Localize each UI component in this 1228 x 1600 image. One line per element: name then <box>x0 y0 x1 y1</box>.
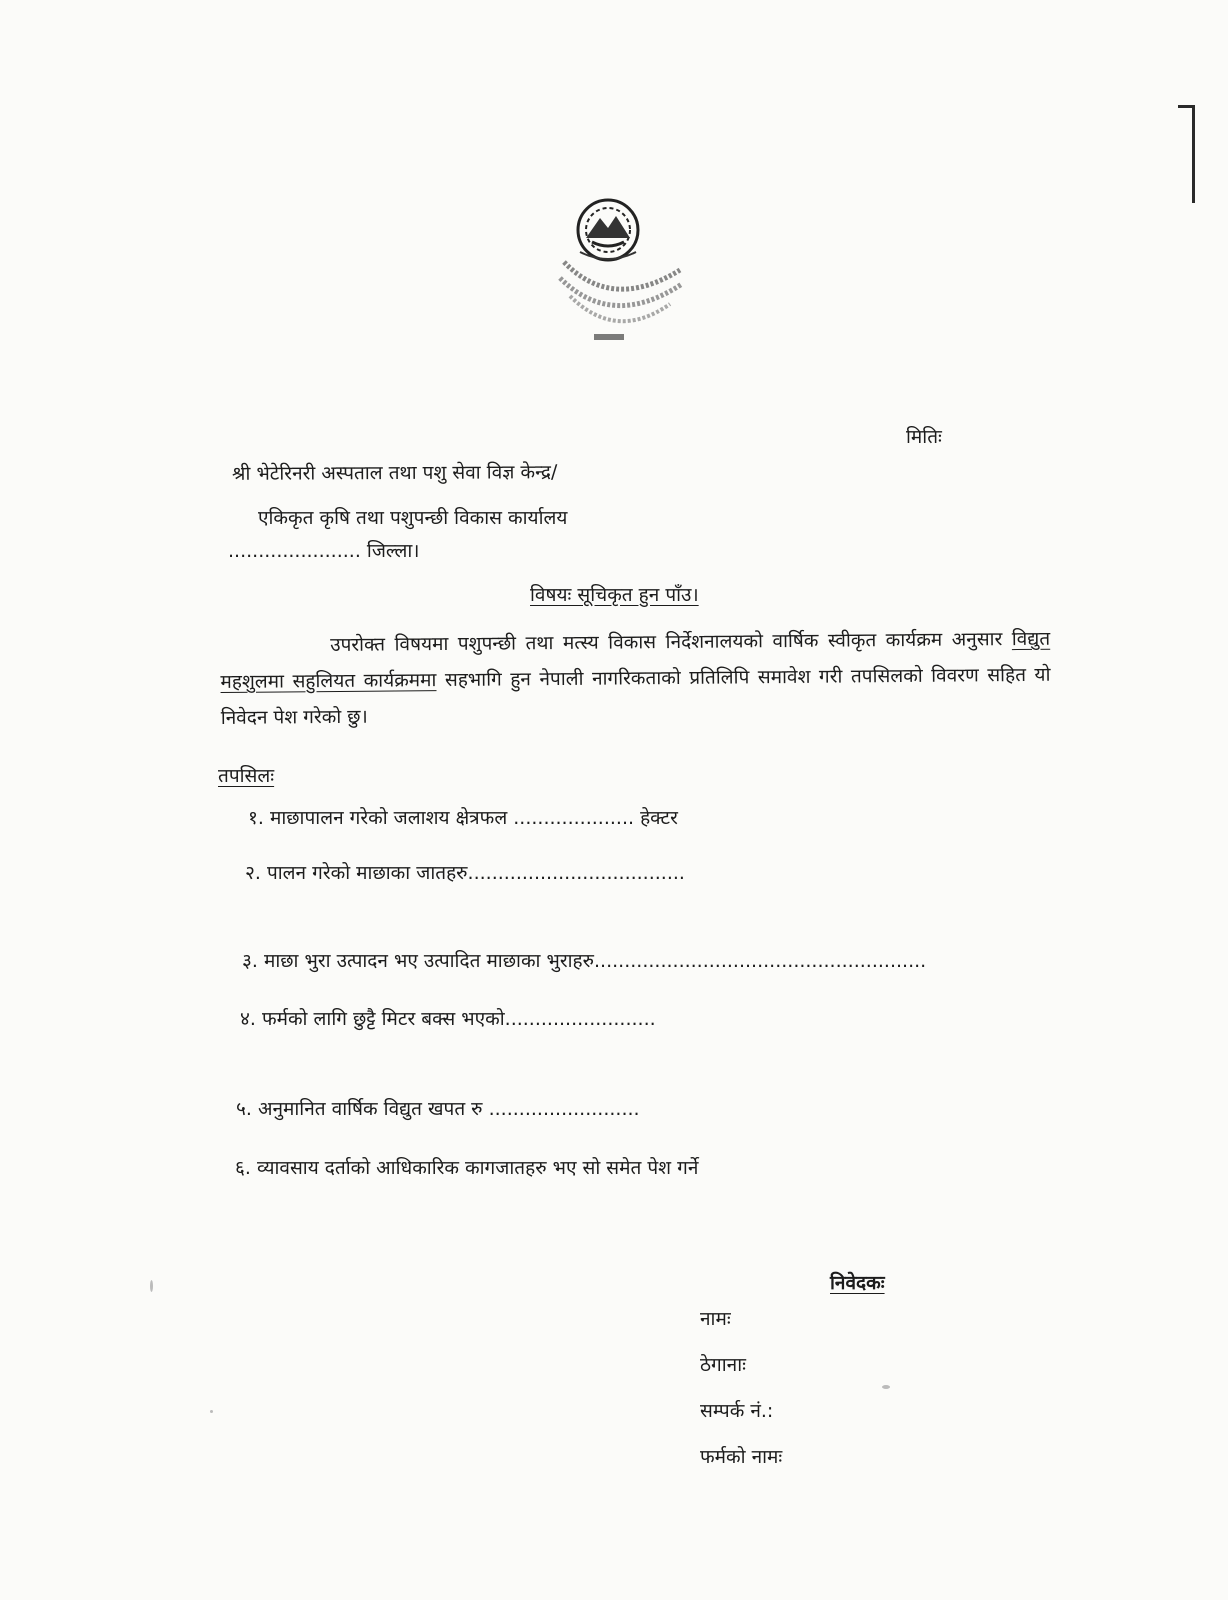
government-seal-icon <box>520 192 706 352</box>
scan-speck <box>882 1385 890 1389</box>
addressee-line-3: ...................... जिल्ला। <box>228 540 420 562</box>
applicant-heading: निवेदकः <box>830 1272 885 1294</box>
applicant-contact-label: सम्पर्क नं.: <box>700 1400 774 1422</box>
date-label: मितिः <box>906 426 942 448</box>
subject-line: विषयः सूचिकृत हुन पाँउ। <box>530 584 699 606</box>
body-paragraph <box>220 621 1051 736</box>
schedule-item-5: ५. अनुमानित वार्षिक विद्युत खपत रु ......................... <box>236 1098 640 1120</box>
scan-speck <box>210 1410 213 1413</box>
addressee-line-2: एकिकृत कृषि तथा पशुपन्छी विकास कार्यालय <box>258 507 568 529</box>
applicant-address-label: ठेगानाः <box>700 1354 746 1376</box>
applicant-farm-label: फर्मको नामः <box>700 1446 783 1468</box>
scan-speck <box>150 1280 153 1292</box>
body-underlined-program: विद्युत महशुलमा सहुलियत कार्यक्रममा <box>220 627 1051 693</box>
schedule-item-1: १. माछापालन गरेको जलाशय क्षेत्रफल .................... हेक्टर <box>248 807 678 829</box>
body-text-part-2: सहभागि हुन नेपाली नागरिकताको प्रतिलिपि समावेश गरी तपसिलको विवरण सहित यो निवेदन पेश गरेको छु। <box>220 663 1051 729</box>
scan-edge-mark <box>1178 105 1195 203</box>
schedule-item-3: ३. माछा भुरा उत्पादन भए उत्पादित माछाका भुराहरु....................................................... <box>242 950 927 972</box>
schedule-item-2: २. पालन गरेको माछाका जातहरु.................................... <box>245 862 685 884</box>
schedule-heading: तपसिलः <box>218 765 275 787</box>
schedule-item-4: ४. फर्मको लागि छुट्टै मिटर बक्स भएको......................... <box>240 1008 656 1030</box>
body-text-part-1: उपरोक्त विषयमा पशुपन्छी तथा मत्स्य विकास निर्देशनालयको वार्षिक स्वीकृत कार्यक्रम अनुसार <box>330 628 1012 657</box>
applicant-name-label: नामः <box>700 1308 731 1330</box>
schedule-item-6: ६. व्यावसाय दर्ताको आधिकारिक कागजातहरु भए सो समेत पेश गर्ने <box>235 1157 699 1179</box>
addressee-line-1: श्री भेटेरिनरी अस्पताल तथा पशु सेवा विज्ञ केन्द्र/ <box>231 461 558 485</box>
